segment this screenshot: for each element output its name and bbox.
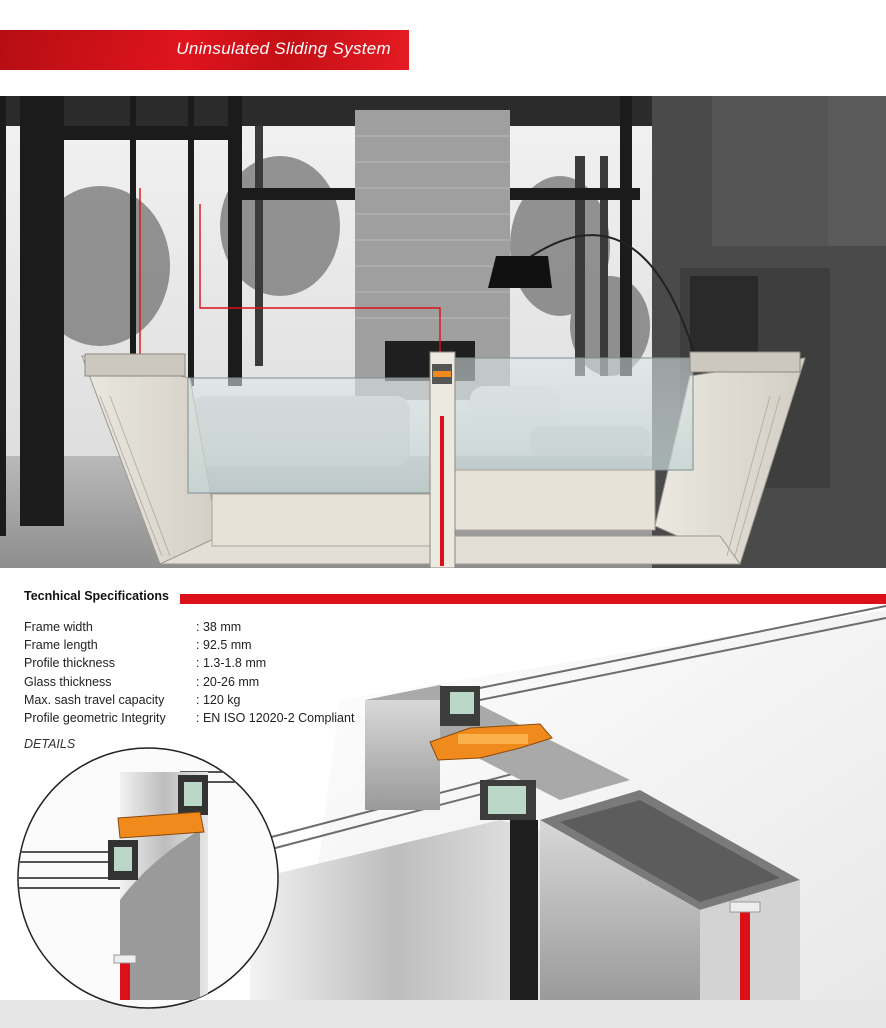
spec-label: Frame width [24, 620, 93, 634]
spec-label: Frame length [24, 638, 98, 653]
spec-row [24, 618, 354, 636]
spec-label: Glass thickness [24, 674, 112, 689]
specs-heading: Tecnhical Specifications [24, 589, 169, 603]
spec-row [24, 673, 354, 691]
title-banner [0, 30, 409, 70]
spec-value: : 1.3-1.8 mm [196, 656, 267, 671]
details-label: DETAILS [24, 737, 76, 751]
spec-label: Profile thickness [24, 656, 116, 671]
spec-row [24, 636, 354, 654]
spec-value: : EN ISO 12020-2 Compliant [196, 711, 355, 726]
spec-label: Max. sash travel capacity [24, 692, 165, 707]
spec-value: : 92.5 mm [196, 638, 252, 653]
spec-value: : 20-26 mm [196, 674, 260, 689]
hero-photo [0, 96, 886, 568]
spec-row [24, 709, 354, 727]
spec-row [24, 654, 354, 672]
spec-value: : 38 mm [196, 620, 242, 634]
spec-row [24, 691, 354, 709]
spec-label: Profile geometric Integrity [24, 711, 166, 726]
page-title: Uninsulated Sliding System [176, 39, 391, 58]
specs-table [24, 618, 354, 727]
red-divider [180, 594, 886, 604]
spec-value: : 120 kg [196, 692, 241, 707]
